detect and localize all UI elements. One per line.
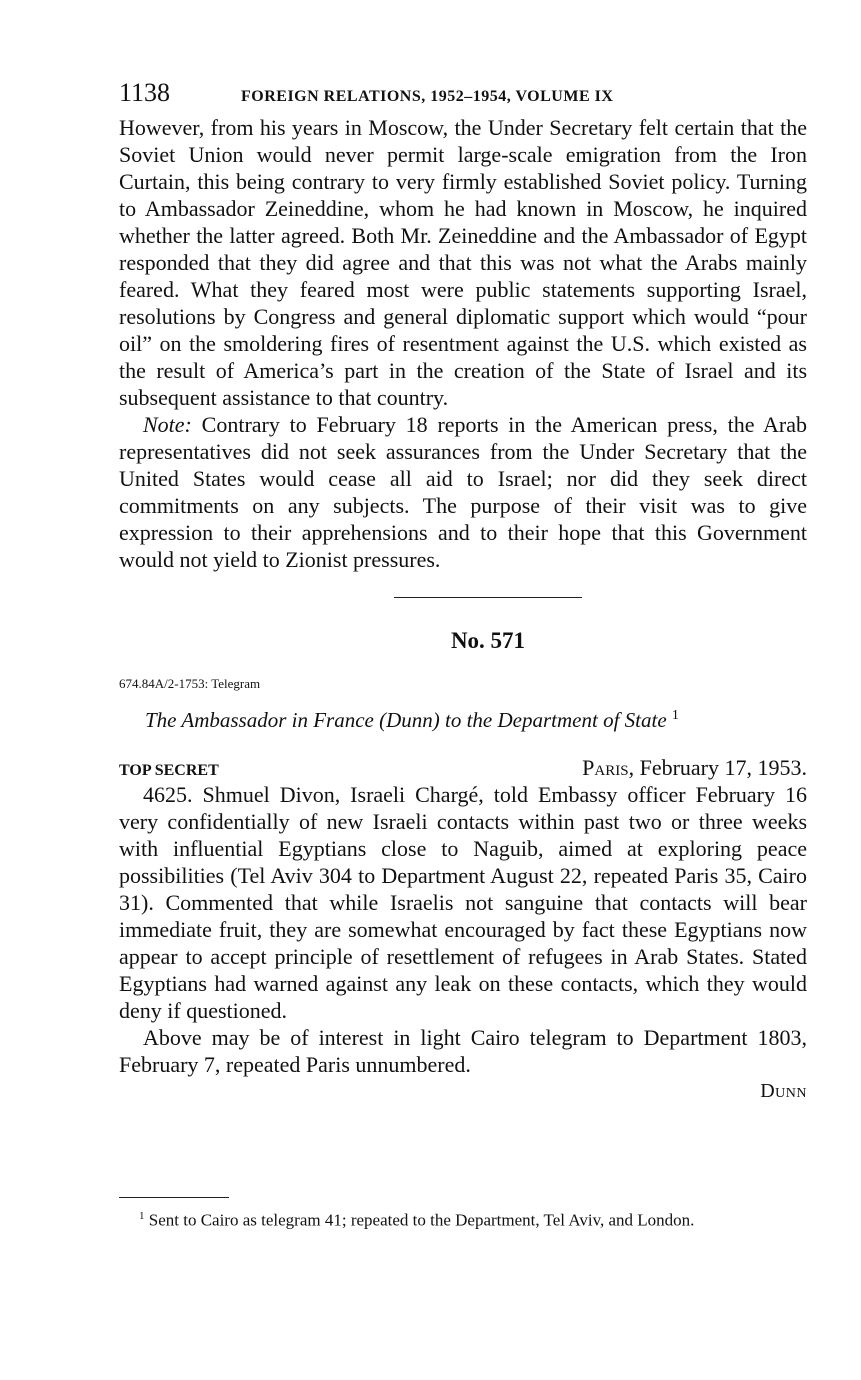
signature: Dunn xyxy=(760,1080,807,1102)
file-reference: 674.84A/2-1753: Telegram xyxy=(119,676,261,691)
footnote xyxy=(119,1210,807,1231)
page-number: 1138 xyxy=(119,78,171,107)
place-date xyxy=(582,755,807,781)
place: Paris xyxy=(582,755,629,780)
running-head: FOREIGN RELATIONS, 1952–1954, VOLUME IX xyxy=(241,88,614,105)
footnote-divider xyxy=(119,1197,229,1198)
document-page xyxy=(119,78,807,1231)
document-number: No. 571 xyxy=(450,628,526,653)
note-paragraph xyxy=(119,411,807,573)
footnote-marker: 1 xyxy=(139,1210,145,1222)
classification: TOP SECRET xyxy=(119,762,219,779)
continued-paragraph: However, from his years in Moscow, the Under Secretary felt certain that the Soviet Union would never permit large-scale emigration from the Iron Curtain, this being contrary to very firmly established Soviet policy. Turning to Ambassador Zeineddine, whom he had known in Moscow, he inquired whether the latter agreed. Both Mr. Zeineddine and the Ambassador of Egypt responded that they did agree and that this was not what the Arabs mainly feared. What they feared most were public statements supporting Israel, resolutions by Congress and general diplomatic support which would “pour oil” on the smoldering fires of resentment against the U.S. which existed as the result of America’s part in the creation of the State of Israel and its subsequent assistance to that country. xyxy=(119,115,807,410)
document-title-text: The Ambassador in France (Dunn) to the Department of State xyxy=(145,708,667,732)
document-title xyxy=(119,708,807,733)
page-header xyxy=(119,78,807,114)
dateline xyxy=(119,755,807,781)
telegram-paragraph-2: Above may be of interest in light Cairo telegram to Department 1803, February 7, repeated Paris unnumbered. xyxy=(119,1025,807,1077)
section-divider xyxy=(394,597,582,598)
note-text: Contrary to February 18 reports in the American press, the Arab representatives did not seek assurances from the Under Secretary that the United States would cease all aid to Israel; nor did they seek direct commitments on any subjects. The purpose of their visit was to give expression to their apprehensions and to their hope that this Government would not yield to Zionist pressures. xyxy=(119,412,807,572)
footnote-text: Sent to Cairo as telegram 41; repeated to the Department, Tel Aviv, and London. xyxy=(144,1210,695,1230)
date: , February 17, 1953. xyxy=(628,755,807,780)
title-footnote-marker: 1 xyxy=(671,708,679,723)
telegram-paragraph-1: 4625. Shmuel Divon, Israeli Chargé, told Embassy officer February 16 very confidentially of new Israeli contacts within past two or three weeks with influential Egyptians close to Naguib, aimed at exploring peace possibilities (Tel Aviv 304 to Department August 22, repeated Paris 35, Cairo 31). Commented that while Israelis not sanguine that contacts will bear immediate fruit, they are somewhat encouraged by fact these Egyptians now appear to accept principle of resettlement of refugees in Arab States. Stated Egyptians had warned against any leak on these contacts, which they would deny if questioned. xyxy=(119,782,807,1023)
note-label: Note: xyxy=(143,412,192,437)
